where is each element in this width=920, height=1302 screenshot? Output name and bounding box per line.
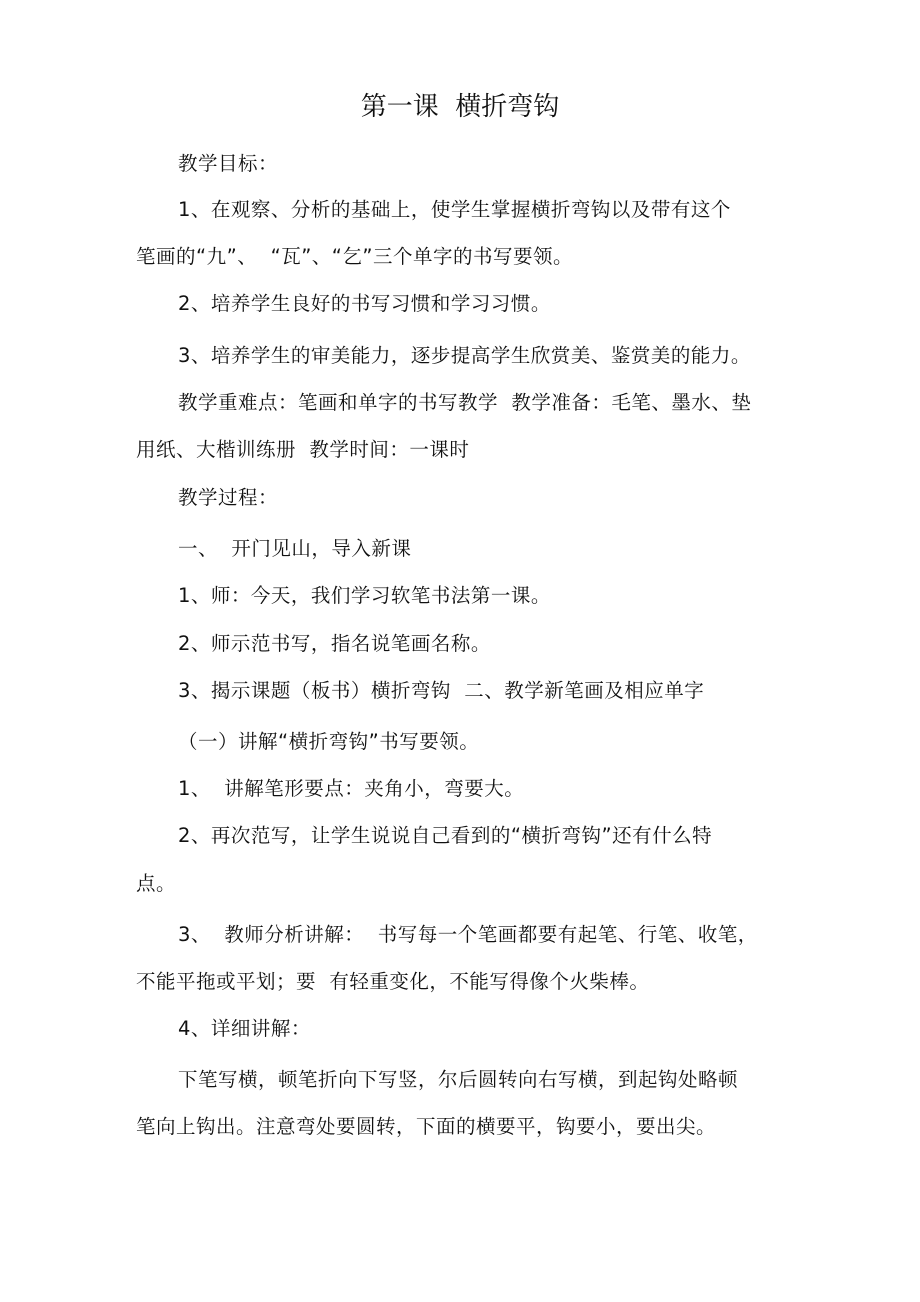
- subsection-item-2-line-2: 点。: [136, 872, 177, 895]
- detail-paragraph-line-1: 下笔写横，顿笔折向下写竖，尔后圆转向右写横，到起钩处略顿: [178, 1068, 739, 1091]
- objective-1-line-2: 笔画的“九”、 “瓦”、“乞”三个单字的书写要领。: [136, 245, 574, 268]
- objective-2: 2、培养学生良好的书写习惯和学习习惯。: [178, 292, 551, 315]
- section-heading-objectives: 教学目标：: [178, 152, 279, 175]
- key-points-line-1: 教学重难点：笔画和单字的书写教学 教学准备：毛笔、墨水、垫: [178, 391, 752, 414]
- subsection-item-4: 4、详细讲解：: [178, 1017, 311, 1040]
- process-item-1: 1、师：今天，我们学习软笔书法第一课。: [178, 584, 551, 607]
- process-item-2: 2、师示范书写，指名说笔画名称。: [178, 632, 491, 655]
- objective-1-line-1: 1、在观察、分析的基础上，使学生掌握横折弯钩以及带有这个: [178, 198, 731, 221]
- detail-paragraph-line-2: 笔向上钩出。注意弯处要圆转，下面的横要平，钩要小，要出尖。: [136, 1115, 717, 1138]
- subsection-item-1: 1、 讲解笔形要点：夹角小，弯要大。: [178, 777, 525, 800]
- process-step-1-heading: 一、 开门见山，导入新课: [178, 537, 412, 560]
- lesson-title: 第一课 横折弯钩: [360, 92, 560, 122]
- subsection-item-3-line-2: 不能平拖或平划；要 有轻重变化，不能写得像个火柴棒。: [136, 970, 650, 993]
- process-item-3: 3、揭示课题（板书）横折弯钩 二、教学新笔画及相应单字: [178, 679, 705, 702]
- subsection-item-2-line-1: 2、再次范写，让学生说说自己看到的“横折弯钩”还有什么特: [178, 824, 713, 847]
- subsection-item-3-line-1: 3、 教师分析讲解： 书写每一个笔画都要有起笔、行笔、收笔，: [178, 923, 758, 946]
- key-points-line-2: 用纸、大楷训练册 教学时间：一课时: [136, 438, 470, 461]
- objective-3: 3、培养学生的审美能力，逐步提高学生欣赏美、鉴赏美的能力。: [178, 344, 751, 367]
- subsection-heading-1: （一）讲解“横折弯钩”书写要领。: [178, 730, 480, 753]
- section-heading-process: 教学过程：: [178, 486, 279, 509]
